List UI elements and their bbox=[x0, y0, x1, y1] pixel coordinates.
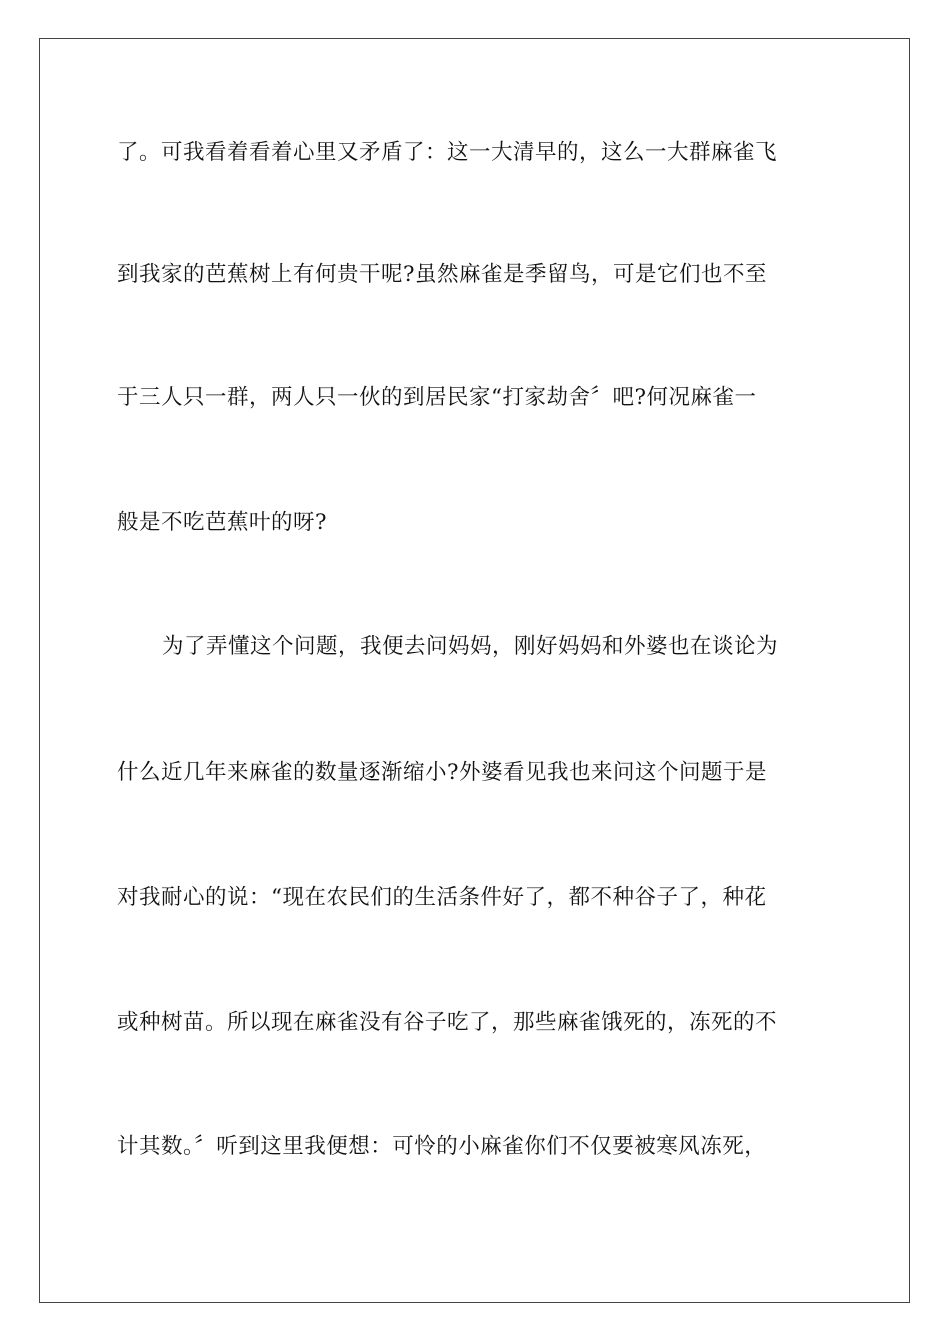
text-line: 了。可我看着看着心里又矛盾了：这一大清早的，这么一大群麻雀飞 bbox=[117, 140, 778, 165]
text-line: 或种树苗。所以现在麻雀没有谷子吃了，那些麻雀饿死的，冻死的不 bbox=[117, 1010, 778, 1035]
page-frame bbox=[39, 38, 910, 1303]
text-line: 到我家的芭蕉树上有何贵干呢?虽然麻雀是季留鸟，可是它们也不至 bbox=[117, 262, 768, 287]
paragraph-start-line: 为了弄懂这个问题，我便去问妈妈，刚好妈妈和外婆也在谈论为 bbox=[162, 634, 779, 659]
text-line: 计其数。〞听到这里我便想：可怜的小麻雀你们不仅要被寒风冻死， bbox=[117, 1134, 767, 1159]
text-line: 什么近几年来麻雀的数量逐渐缩小?外婆看见我也来问这个问题于是 bbox=[117, 760, 768, 785]
text-line: 对我耐心的说：“现在农民们的生活条件好了，都不种谷子了，种花 bbox=[117, 885, 767, 910]
text-line: 般是不吃芭蕉叶的呀? bbox=[117, 510, 328, 535]
text-line: 于三人只一群，两人只一伙的到居民家“打家劫舍〞吧?何况麻雀一 bbox=[117, 385, 757, 410]
